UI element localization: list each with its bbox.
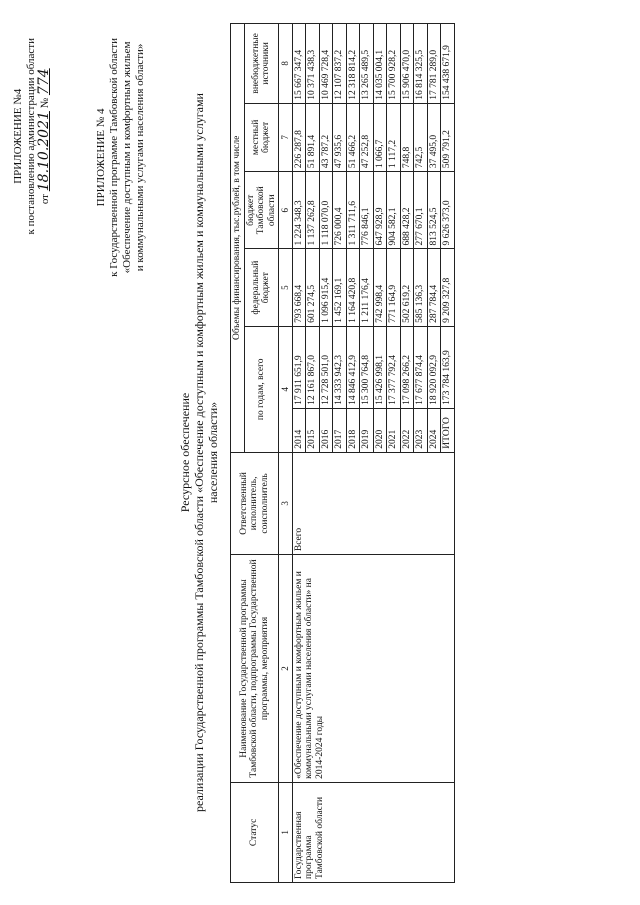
federal-cell: 1 164 420,8: [346, 249, 360, 326]
total-cell: 17 677 874,4: [414, 326, 428, 408]
local-cell: 748,8: [400, 103, 414, 171]
total-cell: 15 426 998,1: [373, 326, 387, 408]
year-cell: 2022: [400, 408, 414, 452]
approval-current-line2: к постановлению администрации области: [25, 38, 37, 235]
local-cell: 1 117,2: [387, 103, 401, 171]
federal-cell: 502 619,2: [400, 249, 414, 326]
year-cell: 2017: [333, 408, 347, 452]
column-index: 7: [279, 103, 293, 171]
extra-cell: 17 781 289,0: [427, 24, 441, 104]
regional-cell: 904 582,1: [387, 172, 401, 249]
column-index: 6: [279, 172, 293, 249]
year-cell: 2016: [319, 408, 333, 452]
year-cell: 2024: [427, 408, 441, 452]
table-row: [292, 24, 306, 883]
extra-cell: 16 814 325,5: [414, 24, 428, 104]
header-status: Статус: [231, 782, 279, 882]
federal-cell: 793 668,4: [292, 249, 306, 326]
regional-cell: 647 928,9: [373, 172, 387, 249]
approval-program-line4: и коммунальными услугами населения области»: [134, 43, 146, 272]
federal-cell: 1 211 176,4: [360, 249, 374, 326]
year-cell: 2018: [346, 408, 360, 452]
regional-cell: 1 311 711,6: [346, 172, 360, 249]
approval-stamp-program: [95, 38, 147, 277]
title-line1: Ресурсное обеспечение: [178, 392, 192, 513]
federal-cell: 742 998,4: [373, 249, 387, 326]
header-regional: бюджет Тамбовской области: [244, 172, 279, 249]
federal-cell: 585 136,3: [414, 249, 428, 326]
approval-program-line2: к Государственной программе Тамбовской области: [108, 38, 120, 277]
header-funding: Объемы финансирования, тыс.рублей, в том числе: [231, 24, 245, 453]
regional-cell: 776 846,1: [360, 172, 374, 249]
approval-program-line1: ПРИЛОЖЕНИЕ № 4: [95, 108, 107, 207]
extra-cell: 12 107 837,2: [333, 24, 347, 104]
federal-cell: 601 274,5: [306, 249, 320, 326]
total-cell: 12 728 501,0: [319, 326, 333, 408]
total-cell: 18 920 092,9: [427, 326, 441, 408]
approval-current-date-line: [38, 38, 52, 235]
executor-cell: Всего: [292, 452, 454, 554]
total-cell: 17 377 792,4: [387, 326, 401, 408]
title-line2: реализации Государственной программы Тамбовской области «Обеспечение доступным и комфортным жильем и коммунальными услугами: [192, 93, 206, 812]
total-cell: 17 911 651,9: [292, 326, 306, 408]
column-index: 1: [279, 782, 293, 882]
title-line3: населения области»: [206, 401, 220, 504]
year-cell: 2023: [414, 408, 428, 452]
number-prefix: №: [39, 97, 51, 109]
document-title: [178, 0, 220, 905]
column-index: 8: [279, 24, 293, 104]
federal-cell: 771 164,9: [387, 249, 401, 326]
header-extra: внебюджетные источники: [244, 24, 279, 104]
extra-cell: 12 318 814,2: [346, 24, 360, 104]
regional-cell: 1 137 262,8: [306, 172, 320, 249]
regional-cell: 1 118 070,0: [319, 172, 333, 249]
extra-cell: 13 265 489,5: [360, 24, 374, 104]
total-cell: 173 784 163,9: [441, 326, 455, 408]
header-federal: федеральный бюджет: [244, 249, 279, 326]
federal-cell: 287 784,4: [427, 249, 441, 326]
year-cell: 2015: [306, 408, 320, 452]
local-cell: 51 891,4: [306, 103, 320, 171]
approval-current-line1: ПРИЛОЖЕНИЕ №4: [12, 88, 24, 184]
federal-cell: 9 209 327,8: [441, 249, 455, 326]
total-cell: 17 098 266,2: [400, 326, 414, 408]
total-cell: 14 846 412,9: [346, 326, 360, 408]
total-cell: 14 333 942,3: [333, 326, 347, 408]
extra-cell: 154 438 671,9: [441, 24, 455, 104]
handwritten-number: 774: [36, 68, 52, 96]
local-cell: 47 935,6: [333, 103, 347, 171]
header-executor: Ответственный исполнитель, соисполнитель: [231, 452, 279, 554]
regional-cell: 726 000,4: [333, 172, 347, 249]
local-cell: 43 787,2: [319, 103, 333, 171]
regional-cell: 813 524,5: [427, 172, 441, 249]
year-cell: 2014: [292, 408, 306, 452]
approval-program-line3: «Обеспечение доступным и комфортным жильем: [121, 41, 133, 274]
regional-cell: 277 670,1: [414, 172, 428, 249]
header-local: местный бюджет: [244, 103, 279, 171]
local-cell: 509 791,2: [441, 103, 455, 171]
column-index: 5: [279, 249, 293, 326]
approval-stamp-current: [12, 38, 52, 235]
column-index: 3: [279, 452, 293, 554]
total-cell: 15 300 764,8: [360, 326, 374, 408]
resource-table: [230, 23, 455, 883]
extra-cell: 15 700 928,2: [387, 24, 401, 104]
local-cell: 1 066,7: [373, 103, 387, 171]
federal-cell: 1 452 169,1: [333, 249, 347, 326]
program-name-cell: «Обеспечение доступным и комфортным жильем и коммунальными услугами населения области» на 2014-2024 годы: [292, 555, 454, 783]
status-cell: Государственная программа Тамбовской области: [292, 782, 454, 882]
year-cell: 2020: [373, 408, 387, 452]
local-cell: 47 252,8: [360, 103, 374, 171]
local-cell: 226 287,8: [292, 103, 306, 171]
year-cell: 2019: [360, 408, 374, 452]
federal-cell: 1 096 915,4: [319, 249, 333, 326]
date-prefix: от: [39, 194, 51, 205]
local-cell: 51 466,2: [346, 103, 360, 171]
year-cell: 2021: [387, 408, 401, 452]
regional-cell: 688 428,2: [400, 172, 414, 249]
handwritten-date: 18.10.2021: [36, 111, 52, 192]
regional-cell: 1 224 348,3: [292, 172, 306, 249]
year-cell: ИТОГО: [441, 408, 455, 452]
column-index: 2: [279, 555, 293, 783]
extra-cell: 15 906 470,0: [400, 24, 414, 104]
local-cell: 37 495,0: [427, 103, 441, 171]
extra-cell: 10 469 728,4: [319, 24, 333, 104]
column-index: 4: [279, 326, 293, 452]
total-cell: 12 161 867,0: [306, 326, 320, 408]
local-cell: 742,5: [414, 103, 428, 171]
extra-cell: 15 667 347,4: [292, 24, 306, 104]
column-index-row: [279, 24, 293, 883]
extra-cell: 10 371 438,3: [306, 24, 320, 104]
extra-cell: 14 035 004,1: [373, 24, 387, 104]
header-name: Наименование Государственной программы Тамбовской области, подпрограммы Государственной программы, мероприятия: [231, 555, 279, 783]
regional-cell: 9 626 373,0: [441, 172, 455, 249]
header-by-year: по годам, всего: [244, 326, 279, 452]
